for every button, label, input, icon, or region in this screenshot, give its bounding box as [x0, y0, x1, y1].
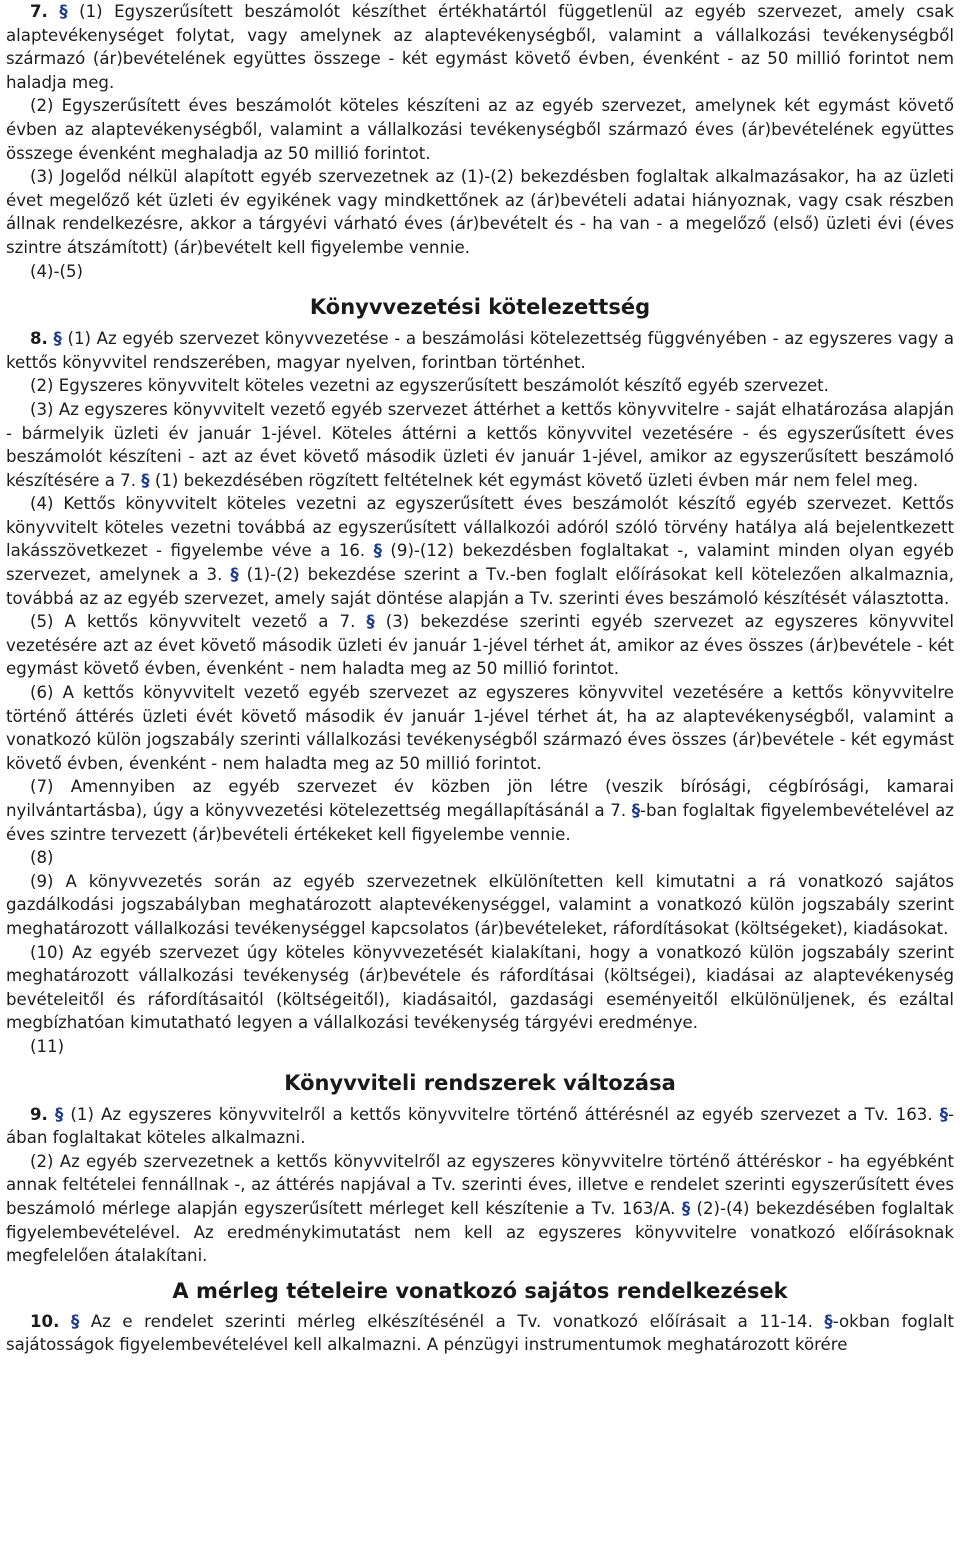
section-symbol: § [824, 1311, 833, 1331]
section-symbol: § [373, 541, 382, 561]
s7-paragraph-3 [6, 165, 954, 259]
s8-paragraph-2 [6, 374, 954, 398]
s9-paragraph-2 [6, 1150, 954, 1268]
s8-p1-text: (1) Az egyéb szervezet könyvvezetése - a beszámolási kötelezettség függvényében - az egyszeres vagy a kettős könyvvitel rendszerében, magyar nyelven, forintban történhet. [6, 329, 954, 372]
s7-p3-text: (3) Jogelőd nélkül alapított egyéb szervezetnek az (1)-(2) bekezdésben foglaltak alkalmazásakor, ha az üzleti évet megelőző két üzleti év egyikének vagy mindkettőnek az (ár)bevételi adatai hiányoznak, vagy csak részben állnak rendelkezésre, akkor a tárgyévi várható éves (ár)bevételt és - ha van - a megelőző (első) üzleti évi (éves szintre átszámított) (ár)bevételt kell figyelembe vennie. [6, 167, 954, 257]
s7-paragraph-4 [6, 260, 954, 284]
s8-p7b-text: -ban foglaltak figyelembevételével az éves szintre tervezett (ár)bevételi értékeket kell figyelembe vennie. [6, 801, 954, 844]
s7-p1-text: (1) Egyszerűsített beszámolót készíthet értékhatártól függetlenül az egyéb szervezet, amely csak alaptevékenységet folytat, vagy amelynek az alaptevékenységből, valamint a vállalkozási tevékenységből származó (ár)bevételének együttes összege - két egymást követő évben, évenként - az 50 millió forintot nem haladja meg. [6, 2, 954, 92]
s7-paragraph-1 [6, 0, 954, 94]
s8-paragraph-8 [6, 846, 954, 870]
s8-p7a-text: (7) Amennyiben az egyéb szervezet év közben jön létre (veszik bírósági, cégbírósági, kamarai nyilvántartásba), úgy a könyvvezetési kötelezettség megállapításánál a 7. [6, 777, 954, 820]
s8-p6-text: (6) A kettős könyvvitelt vezető egyéb szervezet az egyszeres könyvvitel vezetésére a kettős könyvvitelre történő áttérés üzleti évét követő második év január 1-jével térhet át, ha az alaptevékenységből, valamint a vonatkozó külön jogszabály szerinti vállalkozási tevékenységből származó éves összes (ár)bevétele - két egymást követő évben, évenként - nem haladta meg az 50 millió forintot. [6, 683, 954, 773]
section-symbol: § [70, 1311, 80, 1331]
s8-paragraph-9 [6, 870, 954, 941]
heading-konyvviteli-rendszerek-valtozasa: Könyvviteli rendszerek változása [284, 1070, 676, 1095]
s9-p1b-text: -ában foglaltakat köteles alkalmazni. [6, 1104, 955, 1148]
s10-number: 10. [30, 1311, 60, 1331]
s9-p2b-text: (2)-(4) bekezdésében foglaltak figyelembevételével. Az eredménykimutatást nem kell az egyszeres könyvvitelre vonatkozó előírásoknak megfelelően átalakítani. [6, 1198, 954, 1266]
s8-p3b-text: (1) bekezdésében rögzített feltételnek két egymást követő üzleti évben már nem felel meg. [154, 470, 919, 490]
section-symbol: § [59, 2, 68, 21]
s8-paragraph-11 [6, 1035, 954, 1059]
s8-paragraph-1 [6, 327, 954, 374]
s8-p3a-text: (3) Az egyszeres könyvvitelt vezető egyéb szervezet áttérhet a kettős könyvvitelre - saját elhatározása alapján - bármelyik üzleti év január 1-jével. Köteles áttérni a kettős könyvvitel vezetésére - és egyszerűsített éves beszámolót készíteni - azt az évet követő második üzleti év január 1-jével, amikor az egyszerűsített beszámoló készítésére a 7. [6, 399, 954, 490]
section-symbol: § [141, 470, 150, 490]
s8-paragraph-10 [6, 941, 954, 1035]
s10-paragraph-1 [6, 1310, 954, 1357]
s7-number: 7. [30, 2, 48, 21]
section-symbol: § [230, 565, 239, 585]
s8-p4a-text: (4) Kettős könyvvitelt köteles vezetni az egyszerűsített éves beszámolót készítő egyéb szervezet. Kettős könyvvitelt köteles vezetni továbbá az egyszerűsített vállalkozói adóról szóló törvény hatálya alá bejelentkezett lakásszövetkezet - figyelembe véve a 16. [6, 494, 954, 561]
heading-merleg-teteleire: A mérleg tételeire vonatkozó sajátos rendelkezések [172, 1278, 788, 1303]
s7-paragraph-2 [6, 94, 954, 165]
s9-paragraph-1 [6, 1103, 954, 1150]
s8-p9-text: (9) A könyvvezetés során az egyéb szervezetnek elkülönítetten kell kimutatni a rá vonatkozó sajátos gazdálkodási jogszabályban meghatározott alaptevékenységgel, valamint a vonatkozó külön jogszabály szerint meghatározott vállalkozási tevékenységgel kapcsolatos (ár)bevételeket, ráfordításokat (költségeket), kiadásokat. [6, 871, 954, 938]
s8-p10-text: (10) Az egyéb szervezet úgy köteles könyvvezetését kialakítani, hogy a vonatkozó külön jogszabály szerint meghatározott vállalkozási tevékenység (ár)bevétele és ráfordításai (költségei), kiadásai az alaptevékenység bevételeitől és ráfordításaitól (költségeitől), kiadásaitól, gazdasági eseményeitől elkülönüljenek, és ezáltal megbízhatóan kimutatható legyen a vállalkozási tevékenység tárgyévi eredménye. [6, 942, 954, 1033]
s8-paragraph-7 [6, 775, 954, 846]
s8-p5b-text: (3) bekezdése szerinti egyéb szervezet az egyszeres könyvvitel vezetésére azt az évet követő második üzleti év január 1-jével térhet át, amikor az éves összes (ár)bevétele - két egymást követő évben, évenként - nem haladta meg az 50 millió forintot. [6, 612, 954, 679]
s9-p2a-text: (2) Az egyéb szervezetnek a kettős könyvvitelről az egyszeres könyvvitelre történő áttéréskor - ha egyébként annak feltételei fennállnak -, az áttérés napjával a Tv. szerinti éves, illetve e rendelet szerinti egyszerűsített éves beszámoló mérlege alapján egyszerűsített mérleget kell készítenie a Tv. 163/A. [6, 1151, 954, 1218]
s8-number: 8. [30, 329, 48, 349]
section-symbol: § [681, 1198, 691, 1218]
s7-p2-text: (2) Egyszerűsített éves beszámolót köteles készíteni az az egyéb szervezet, amelynek két egymást követő évben az alaptevékenységből, valamint a vállalkozási tevékenységből származó éves (ár)bevételének együttes összege évenként meghaladja az 50 millió forintot. [6, 96, 954, 163]
s8-p4c-text: (1)-(2) bekezdése szerint a Tv.-ben foglalt előírásokat kell kötelezően alkalmaznia, továbbá az az egyéb szervezet, amely saját döntése alapján a Tv. szerinti éves beszámoló készítését választotta. [6, 565, 955, 608]
s9-number: 9. [30, 1104, 48, 1124]
s8-p8-text: (8) [30, 848, 54, 868]
heading-konyvvezetesi-kotelezettseg: Könyvvezetési kötelezettség [309, 295, 651, 320]
section-symbol: § [366, 612, 375, 632]
s8-p4b-text: (9)-(12) bekezdésben foglaltakat -, valamint minden olyan egyéb szervezet, amelynek a 3. [6, 541, 954, 585]
s8-p11-text: (11) [30, 1036, 65, 1056]
s8-p2-text: (2) Egyszeres könyvvitelt köteles vezetni az egyszerűsített beszámolót készítő egyéb szervezet. [30, 376, 829, 396]
section-symbol: § [53, 329, 62, 349]
s8-paragraph-4 [6, 492, 954, 610]
s8-p5a-text: (5) A kettős könyvvitelt vezető a 7. [30, 612, 356, 632]
section-symbol: § [631, 801, 641, 820]
document-page [6, 0, 954, 1357]
s7-p4-text: (4)-(5) [30, 261, 83, 281]
s8-paragraph-3 [6, 398, 954, 492]
s10-p1a-text: Az e rendelet szerinti mérleg elkészítésénél a Tv. vonatkozó előírásait a 11-14. [90, 1311, 813, 1331]
s8-paragraph-5 [6, 610, 954, 681]
s9-p1a-text: (1) Az egyszeres könyvvitelről a kettős könyvvitelre történő áttérésnél az egyéb szervezet a Tv. 163. [70, 1104, 933, 1124]
section-symbol: § [54, 1104, 64, 1124]
section-symbol: § [939, 1104, 949, 1124]
s8-paragraph-6 [6, 681, 954, 775]
s10-p1b-text: -okban foglalt sajátosságok figyelembevételével kell alkalmazni. A pénzügyi instrumentumok meghatározott körére [6, 1311, 954, 1355]
